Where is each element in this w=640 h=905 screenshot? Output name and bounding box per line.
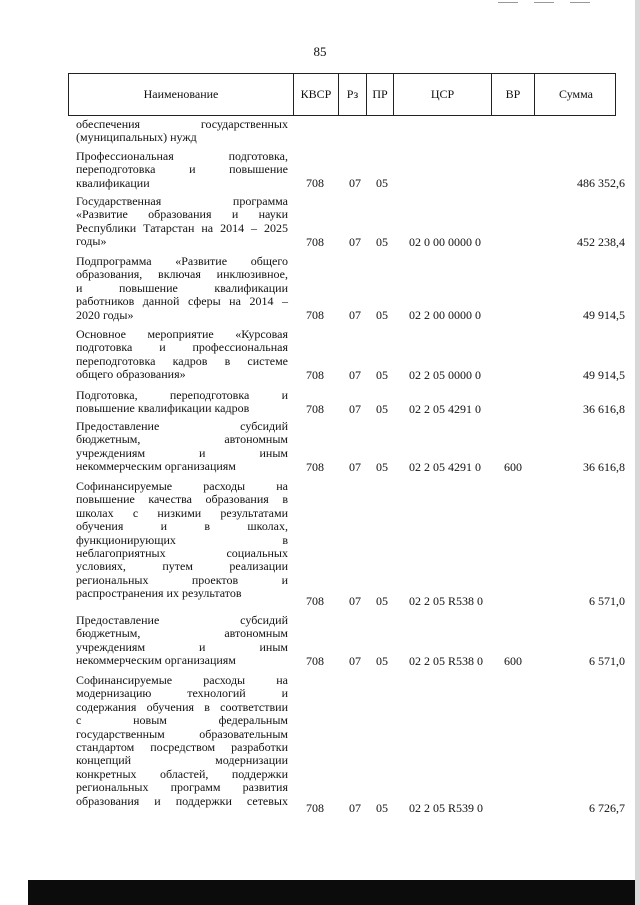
header-csr: ЦСР bbox=[430, 87, 455, 101]
name-line: стандартом посредством разработки bbox=[76, 740, 288, 755]
cell-pr: 05 bbox=[376, 234, 388, 249]
scan-border-bottom bbox=[28, 880, 640, 905]
name-line: годы» bbox=[76, 234, 107, 249]
name-line: Подготовка, переподготовка и bbox=[76, 388, 288, 402]
cell-csr: 02 2 05 R538 0 bbox=[409, 593, 484, 608]
row-name bbox=[76, 118, 288, 145]
table-row bbox=[0, 480, 640, 608]
name-line: Основное мероприятие «Курсовая bbox=[76, 327, 288, 341]
name-line: Подпрограмма «Развитие общего bbox=[76, 254, 288, 268]
cell-pr: 05 bbox=[376, 800, 388, 815]
name-line: образования и поддержки сетевых bbox=[76, 793, 288, 808]
cell-vr: 600 bbox=[504, 653, 522, 668]
cell-kvsr: 708 bbox=[306, 800, 324, 815]
cell-sum: 452 238,4 bbox=[577, 234, 625, 249]
cell-kvsr: 708 bbox=[306, 234, 324, 249]
row-name bbox=[76, 480, 288, 601]
cell-pr: 05 bbox=[376, 175, 388, 190]
header-pr: ПР bbox=[372, 87, 388, 101]
name-line: Государственная программа bbox=[76, 194, 288, 208]
cell-sum: 6 726,7 bbox=[589, 800, 625, 815]
header-rz: Рз bbox=[346, 87, 359, 101]
row-name bbox=[76, 389, 288, 416]
cell-pr: 05 bbox=[376, 401, 388, 416]
name-line: работников данной сферы на 2014 – bbox=[76, 294, 288, 309]
cell-rz: 07 bbox=[349, 593, 361, 608]
name-line: некоммерческим организациям bbox=[76, 653, 236, 668]
name-line: переподготовка кадров в системе bbox=[76, 353, 288, 368]
cell-csr: 02 2 00 0000 0 bbox=[409, 307, 481, 322]
cell-rz: 07 bbox=[349, 175, 361, 190]
name-line: конкретных областей, поддержки bbox=[76, 766, 288, 781]
table-row bbox=[0, 255, 640, 322]
cell-kvsr: 708 bbox=[306, 175, 324, 190]
cell-sum: 6 571,0 bbox=[589, 653, 625, 668]
cell-pr: 05 bbox=[376, 593, 388, 608]
name-line: государственным образовательным bbox=[76, 726, 288, 741]
cell-csr: 02 2 05 R539 0 bbox=[409, 800, 484, 815]
row-name bbox=[76, 255, 288, 322]
name-line: Предоставление субсидий bbox=[76, 419, 288, 433]
cell-sum: 486 352,6 bbox=[577, 175, 625, 190]
cell-sum: 49 914,5 bbox=[583, 367, 625, 382]
name-line: и повышение квалификации bbox=[76, 280, 288, 295]
cell-csr: 02 2 05 0000 0 bbox=[409, 367, 481, 382]
cell-rz: 07 bbox=[349, 307, 361, 322]
name-line: учреждениям и иным bbox=[76, 445, 288, 460]
cell-rz: 07 bbox=[349, 401, 361, 416]
name-line: квалификации bbox=[76, 175, 150, 190]
cell-sum: 36 616,8 bbox=[583, 459, 625, 474]
name-line: модернизацию технологий и bbox=[76, 686, 288, 701]
row-name bbox=[76, 420, 288, 474]
table-row bbox=[0, 195, 640, 249]
cell-rz: 07 bbox=[349, 653, 361, 668]
name-line: Софинансируемые расходы на bbox=[76, 479, 288, 493]
table-row bbox=[0, 118, 640, 145]
name-line: Профессиональная подготовка, bbox=[76, 149, 288, 163]
cell-sum: 49 914,5 bbox=[583, 307, 625, 322]
cell-rz: 07 bbox=[349, 800, 361, 815]
row-name bbox=[76, 195, 288, 249]
name-line: общего образования» bbox=[76, 367, 186, 382]
cell-kvsr: 708 bbox=[306, 459, 324, 474]
cell-csr: 02 0 00 0000 0 bbox=[409, 234, 481, 249]
name-line: неблагоприятных социальных bbox=[76, 546, 288, 561]
table-row bbox=[0, 420, 640, 474]
name-line: бюджетным, автономным bbox=[76, 432, 288, 447]
header-sum: Сумма bbox=[559, 87, 593, 101]
name-line: функционирующих в bbox=[76, 532, 288, 547]
scan-border-right bbox=[635, 0, 640, 905]
header-name: Наименование bbox=[143, 87, 219, 101]
cell-kvsr: 708 bbox=[306, 307, 324, 322]
table-row bbox=[0, 389, 640, 416]
cell-csr: 02 2 05 4291 0 bbox=[409, 459, 481, 474]
row-name bbox=[76, 328, 288, 382]
cell-kvsr: 708 bbox=[306, 653, 324, 668]
row-name bbox=[76, 674, 288, 808]
table-row bbox=[0, 674, 640, 815]
top-dash-1 bbox=[498, 2, 518, 3]
cell-pr: 05 bbox=[376, 459, 388, 474]
header-kvsr: КВСР bbox=[300, 87, 332, 101]
cell-rz: 07 bbox=[349, 367, 361, 382]
name-line: содержания обучения в соответствии bbox=[76, 699, 288, 714]
name-line: переподготовка и повышение bbox=[76, 162, 288, 177]
name-line: с новым федеральным bbox=[76, 713, 288, 728]
name-line: Софинансируемые расходы на bbox=[76, 673, 288, 687]
name-line: (муниципальных) нужд bbox=[76, 130, 197, 145]
cell-rz: 07 bbox=[349, 459, 361, 474]
table-header bbox=[68, 73, 616, 116]
cell-kvsr: 708 bbox=[306, 367, 324, 382]
table-row bbox=[0, 150, 640, 190]
cell-csr: 02 2 05 R538 0 bbox=[409, 653, 484, 668]
name-line: Предоставление субсидий bbox=[76, 613, 288, 627]
table-row bbox=[0, 614, 640, 668]
name-line: школах с низкими результатами bbox=[76, 505, 288, 520]
name-line: обеспечения государственных bbox=[76, 117, 288, 131]
name-line: некоммерческим организациям bbox=[76, 459, 236, 474]
row-name bbox=[76, 614, 288, 668]
name-line: региональных проектов и bbox=[76, 572, 288, 587]
name-line: концепций модернизации bbox=[76, 753, 288, 768]
header-vr: ВР bbox=[505, 87, 521, 101]
name-line: условиях, путем реализации bbox=[76, 559, 288, 574]
name-line: образования, включая инклюзивное, bbox=[76, 267, 288, 282]
name-line: подготовка и профессиональная bbox=[76, 340, 288, 355]
name-line: Республики Татарстан на 2014 – 2025 bbox=[76, 220, 288, 235]
name-line: распространения их результатов bbox=[76, 586, 242, 601]
top-dash-3 bbox=[570, 2, 590, 3]
cell-sum: 36 616,8 bbox=[583, 401, 625, 416]
name-line: региональных программ развития bbox=[76, 780, 288, 795]
name-line: обучения и в школах, bbox=[76, 519, 288, 534]
name-line: бюджетным, автономным bbox=[76, 626, 288, 641]
cell-pr: 05 bbox=[376, 307, 388, 322]
cell-kvsr: 708 bbox=[306, 593, 324, 608]
name-line: учреждениям и иным bbox=[76, 639, 288, 654]
table-row bbox=[0, 328, 640, 382]
cell-kvsr: 708 bbox=[306, 401, 324, 416]
cell-pr: 05 bbox=[376, 653, 388, 668]
cell-sum: 6 571,0 bbox=[589, 593, 625, 608]
page-number: 85 bbox=[313, 44, 327, 59]
name-line: повышение квалификации кадров bbox=[76, 401, 250, 416]
cell-csr: 02 2 05 4291 0 bbox=[409, 401, 481, 416]
cell-rz: 07 bbox=[349, 234, 361, 249]
top-dash-2 bbox=[534, 2, 554, 3]
name-line: повышение качества образования в bbox=[76, 492, 288, 507]
name-line: «Развитие образования и науки bbox=[76, 207, 288, 222]
cell-pr: 05 bbox=[376, 367, 388, 382]
cell-vr: 600 bbox=[504, 459, 522, 474]
name-line: 2020 годы» bbox=[76, 307, 134, 322]
row-name bbox=[76, 150, 288, 190]
